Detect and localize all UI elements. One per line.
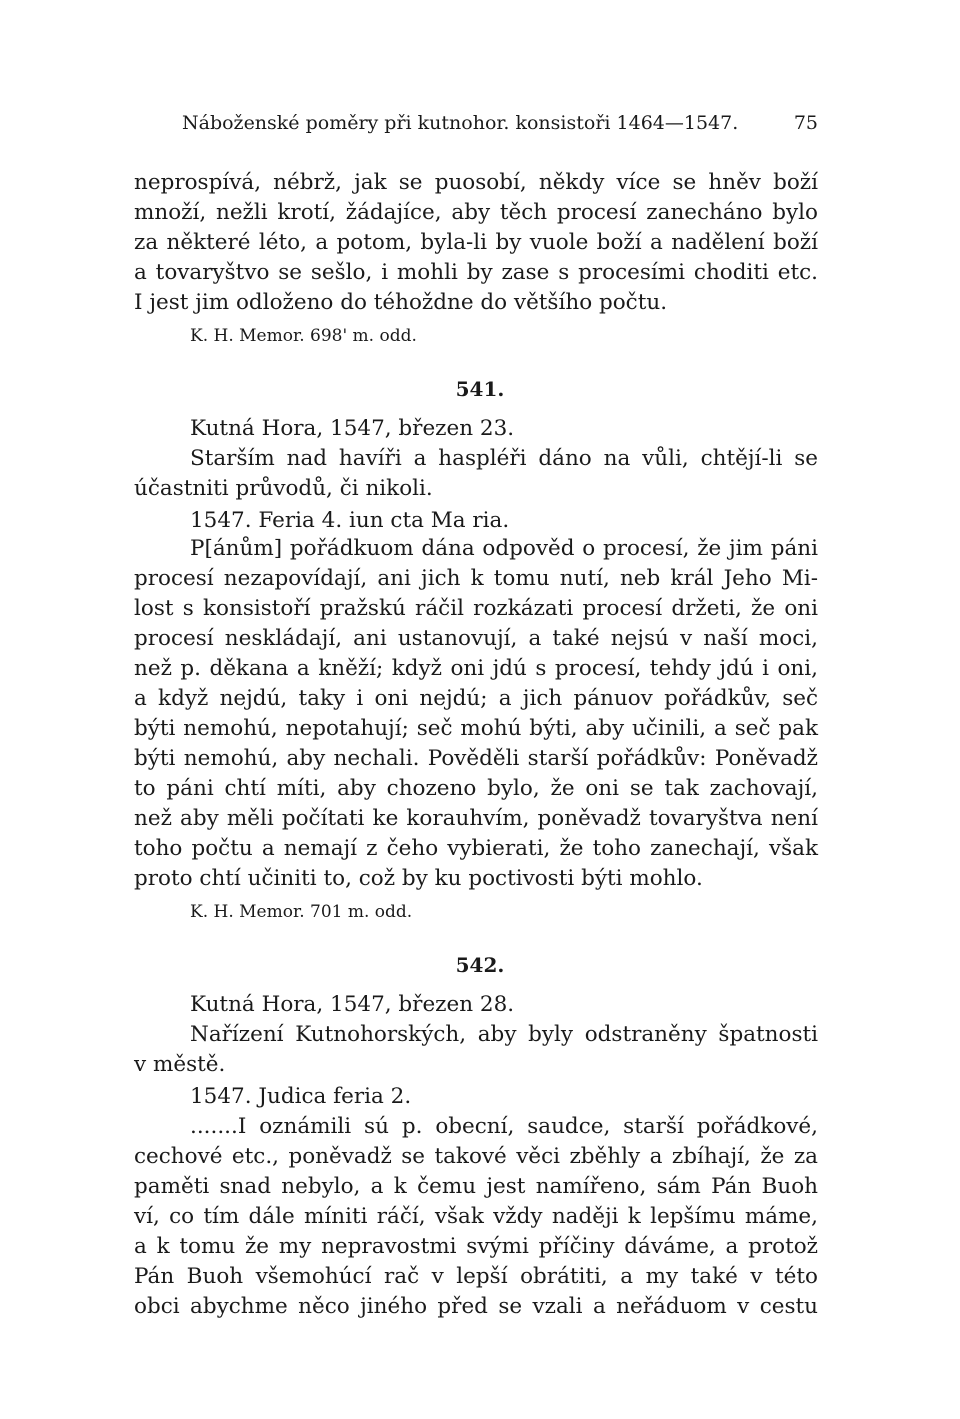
text-line: proto chtí učiniti to, což by ku poctivosti býti mohlo.	[134, 866, 703, 891]
text-line: za některé léto, a potom, byla-li by vuole boží a nadělení boží	[134, 230, 818, 255]
text-line: P[ánům] pořádkuom dána odpověd o procesí, že jim páni	[190, 536, 818, 561]
text-line: množí, nežli krotí, žádajíce, aby těch procesí zanecháno bylo	[134, 200, 818, 225]
text-line: .......I oznámili sú p. obecní, saudce, starší pořádkové,	[190, 1114, 818, 1139]
entry-number: 542.	[455, 953, 505, 977]
source-citation: K. H. Memor. 701 m. odd.	[190, 902, 413, 922]
entry-number: 541.	[455, 377, 505, 401]
date-line: 1547. Feria 4. iun cta Ma ria.	[190, 508, 510, 533]
summary-line: účastniti průvodů, či nikoli.	[134, 476, 433, 501]
text-line: a když nejdú, taky i oni nejdú; a jich pánuov pořádkův, seč	[134, 686, 818, 711]
page-number: 75	[793, 112, 818, 134]
text-line: paměti snad nebylo, a k čemu jest namířeno, sám Pán Buoh	[134, 1174, 818, 1199]
text-line: procesí neskládají, ani ustanovují, a také nejsú v naší moci,	[134, 626, 818, 651]
text-line: I jest jim odloženo do téhoždne do většího počtu.	[134, 290, 668, 315]
text-line: a k tomu že my nepravostmi svými příčiny dáváme, a protož	[134, 1234, 818, 1259]
place-date: Kutná Hora, 1547, březen 28.	[190, 992, 515, 1017]
text-line: býti nemohú, aby nechali. Pověděli starší pořádkův: Poněvadž	[134, 746, 818, 771]
summary-line: v městě.	[134, 1052, 226, 1077]
text-line: to páni chtí míti, aby chozeno bylo, že oni se tak zachovají,	[134, 776, 818, 801]
summary-line: Starším nad havíři a haspléři dáno na vůli, chtějí-li se	[190, 446, 818, 471]
text-line: obci abychme něco jiného před se vzali a neřáduom v cestu	[134, 1294, 818, 1319]
text-line: Pán Buoh všemohúcí rač v lepší obrátiti, a my také v této	[134, 1264, 818, 1289]
running-header	[182, 108, 822, 138]
text-line: ví, co tím dále míniti ráčí, však vždy naději k lepšímu máme,	[134, 1204, 818, 1229]
text-line: a tovaryštvo se sešlo, i mohli by zase s procesími choditi etc.	[134, 260, 818, 285]
text-line: lost s konsistoří pražskú ráčil rozkázati procesí držeti, že oni	[134, 596, 818, 621]
running-title: Náboženské poměry při kutnohor. konsistoři 1464—1547.	[182, 112, 739, 134]
text-line: toho počtu a nemají z čeho vybierati, že toho zanechají, však	[134, 836, 818, 861]
text-line: cechové etc., poněvadž se takové věci zběhly a zbíhají, že za	[134, 1144, 818, 1169]
date-line: 1547. Judica feria 2.	[190, 1084, 412, 1109]
text-line: než p. děkana a kněží; když oni jdú s procesí, tehdy jdú i oni,	[134, 656, 818, 681]
source-citation: K. H. Memor. 698' m. odd.	[190, 326, 417, 346]
text-line: neprospívá, nébrž, jak se puosobí, někdy více se hněv boží	[134, 170, 818, 195]
text-line: než aby měli počítati ke korauhvím, poněvadž tovaryštva není	[134, 806, 818, 831]
place-date: Kutná Hora, 1547, březen 23.	[190, 416, 515, 441]
summary-line: Nařízení Kutnohorských, aby byly odstraněny špatnosti	[190, 1022, 818, 1047]
text-line: býti nemohú, nepotahují; seč mohú býti, aby učinili, a seč pak	[134, 716, 818, 741]
text-line: procesí nezapovídají, ani jich k tomu nutí, neb král Jeho Mi-	[134, 566, 818, 591]
